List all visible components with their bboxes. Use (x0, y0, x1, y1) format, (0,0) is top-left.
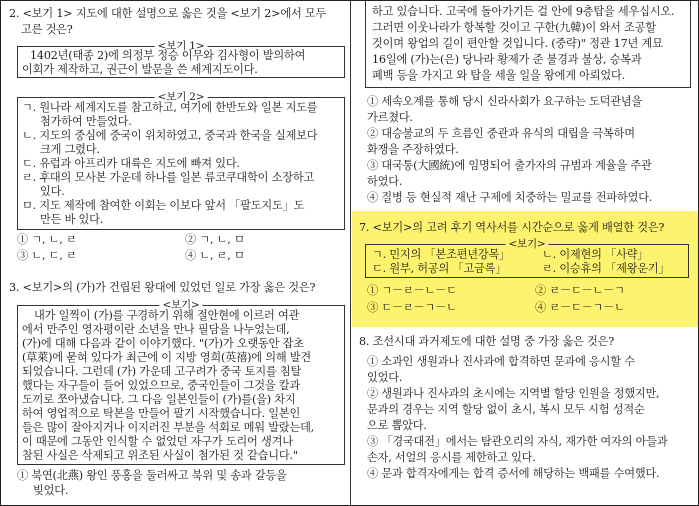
q8-option-2[interactable]: ② 생원과나 진사과의 초시에는 지역별 할당 인원을 정했지만, (367, 387, 660, 400)
q2-stem-line2: 고른 것은? (21, 23, 73, 36)
q2-option-1[interactable]: ① ㄱ, ㄴ, ㄹ (17, 233, 77, 246)
q2-box2-item: 있다. (40, 185, 65, 198)
q2-option-3[interactable]: ③ ㄴ, ㄷ, ㄹ (17, 249, 77, 262)
q3-option-1-cont: 빚었다. (33, 484, 69, 497)
q7-option-4[interactable]: ④ ㄹ－ㄷ－ㄱ－ㄴ (535, 301, 625, 314)
q8-option-4[interactable]: ④ 문과 합격자에게는 합격 증서에 해당하는 백패를 수여했다. (367, 467, 660, 480)
q7-stem: 7. <보기>의 고려 후기 역사서를 시간순으로 옳게 배열한 것은? (359, 221, 665, 234)
q3-box-label: <보기> (159, 298, 202, 312)
q7-option-1[interactable]: ① ㄱ－ㄹ－ㄴ－ㄷ (367, 284, 457, 297)
q8-stem: 8. 조선시대 과거제도에 대한 설명 중 가장 옳은 것은? (359, 335, 615, 348)
q7-box-item: ㄱ. 민지의 「본조편년강목」 (372, 248, 511, 261)
q7-box-item: ㄷ. 원부, 허공의 「고금록」 (372, 262, 507, 275)
q6-option-4[interactable]: ④ 질병 등 현실적 재난 구제에 치중하는 밀교를 전파하였다. (367, 191, 653, 204)
q3-box-line: 이 때문에 그동안 인식할 수 없었던 자구가 도리어 생겨나 (22, 435, 293, 448)
q2-box2-label: <보기 2> (155, 90, 208, 104)
q2-box2-item: ㄷ. 유럽과 아프리카 대륙은 지도에 빠져 있다. (22, 157, 240, 170)
q2-box2 (17, 91, 345, 230)
q6-option-2[interactable]: ② 대승불교의 두 흐름인 중관과 유식의 대립을 극복하며 (367, 127, 635, 140)
q6-passage-line: 것이며 왕업의 길이 편안할 것입니다. (중략)" 정관 17년 계묘 (372, 37, 663, 50)
q8-option-1[interactable]: ① 소과인 생원과나 진사과에 합격하면 문과에 응시할 수 (367, 355, 635, 368)
q2-box2-item: 만든 바 있다. (40, 213, 104, 226)
q3-box-line: 에서 만주인 영자평이란 소년을 만나 필담을 나누었는데, (22, 323, 290, 336)
q6-option-1-cont: 가르쳤다. (367, 111, 413, 124)
q2-box2-item: 첨가하여 만들었다. (40, 115, 132, 128)
q3-stem: 3. <보기>의 (가)가 건립된 왕대에 있었던 일로 가장 옳은 것은? (9, 281, 316, 294)
q6-option-3-cont: 하였다. (367, 175, 403, 188)
q3-option-1[interactable]: ① 북연(北燕) 왕인 풍홍을 둘러싸고 북위 및 송과 갈등을 (17, 469, 287, 482)
q2-box2-item: ㄴ. 지도의 중심에 중국이 위치하였고, 중국과 한국을 실제보다 (22, 129, 318, 142)
column-divider (350, 1, 351, 505)
q2-box1-line2: 이회가 제작하고, 권근이 발문을 쓴 세계지도이다. (22, 63, 258, 76)
q3-box-line: 도끼로 쪼아냈습니다. 그 다음 일본인들이 (가)를(을) 차지 (22, 393, 296, 406)
q6-passage-line: 그러면 이웃나라가 항복할 것이고 구한(九韓)이 와서 조공할 (372, 21, 656, 34)
q6-passage-line: 16일에 (가)는(은) 당나라 황제가 준 불경과 불상, 승복과 (372, 53, 642, 66)
q3-box-line: 했다는 자구들이 들어 있었으므로, 중국인들이 그것을 칼과 (22, 379, 301, 392)
q6-option-2-cont: 화쟁을 주장하였다. (367, 143, 459, 156)
q6-passage-box (365, 1, 691, 88)
q3-box-line: 참된 사실은 삭제되고 위조된 사실이 첨가된 것 같습니다." (22, 449, 298, 462)
q3-box-line: (가)에 대해 다음과 같이 이야기했다. "(가)가 오랫동안 잡초 (22, 337, 304, 350)
q3-box-line: (草萊)에 묻혀 있다가 최근에 이 지방 영희(英禧)에 의해 발견 (22, 351, 311, 364)
q2-box2-item: 크게 그렸다. (40, 143, 100, 156)
q3-box-line: 하여 영업적으로 탁본을 만들어 팔기 시작했습니다. 일본인 (22, 407, 301, 420)
q7-box-item: ㄴ. 이제현의 「사략」 (542, 248, 649, 261)
q7-box-item: ㄹ. 이승휴의 「제왕운기」 (542, 262, 670, 275)
q2-stem-line1: 2. <보기 1> 지도에 대한 설명으로 옳은 것을 <보기 2>에서 모두 (9, 7, 327, 20)
q6-option-3[interactable]: ③ 대국통(大國統)에 임명되어 출가자의 규범과 계율을 주관 (367, 159, 652, 172)
q6-option-1[interactable]: ① 세속오계를 통해 당시 신라사회가 요구하는 도덕관념을 (367, 95, 643, 108)
q8-option-2-cont: 으로 뽑았다. (367, 419, 427, 432)
q2-box1-line1: 1402년(태종 2)에 의정부 정승 이무와 김사형이 발의하여 (30, 49, 306, 62)
q7-box (365, 238, 689, 278)
q2-box1 (17, 40, 345, 78)
q3-box-line: 내가 일찍이 (가)를 구경하기 위해 절안현에 이르러 여관 (34, 309, 300, 322)
q8-option-3[interactable]: ③ 「경국대전」에서는 탐관오리의 자식, 재가한 여자의 아들과 (367, 435, 668, 448)
q7-box-label: <보기> (505, 237, 548, 251)
q7-option-2[interactable]: ② ㄹ－ㄷ－ㄴ－ㄱ (535, 284, 625, 297)
q3-box-line: 되었습니다. 그런데 (가) 가운데 고구려가 중국 토지를 침탈 (22, 365, 302, 378)
q8-option-2-cont: 문과의 경우는 지역 할당 없이 초시, 복시 모두 시험 성적순 (367, 403, 645, 416)
q2-option-2[interactable]: ② ㄱ, ㄴ, ㅁ (185, 233, 245, 246)
q2-box2-item: ㄱ. 원나라 세계지도를 참고하고, 여기에 한반도와 일본 지도를 (22, 101, 318, 114)
q2-option-4[interactable]: ④ ㄴ, ㄹ, ㅁ (185, 249, 245, 262)
q2-box2-item: ㅁ. 지도 제작에 참여한 이회는 이보다 앞서 「팔도지도」도 (22, 199, 305, 212)
q3-box (17, 299, 345, 465)
q7-option-3[interactable]: ③ ㄷ－ㄹ－ㄱ－ㄴ (367, 301, 457, 314)
q2-box2-item: ㄹ. 후대의 모사본 가운데 하나를 일본 류코쿠대학이 소장하고 (22, 171, 315, 184)
q6-passage-line: 하고 있습니다. 고국에 돌아가기든 걸 안에 9층탑을 세우십시오. (372, 5, 675, 18)
q8-option-3-cont: 손자, 서얼의 응시를 제한하고 있다. (367, 451, 536, 464)
q6-passage-line: 폐백 등을 가지고 와 탑을 세울 일을 왕에게 아뢰었다. (372, 69, 625, 82)
q3-box-line: 들은 많이 잘아지거나 이지러진 부분을 석회로 메워 발랐는데, (22, 421, 315, 434)
q8-option-1-cont: 있었다. (367, 371, 403, 384)
q2-box1-label: <보기 1> (155, 39, 208, 53)
